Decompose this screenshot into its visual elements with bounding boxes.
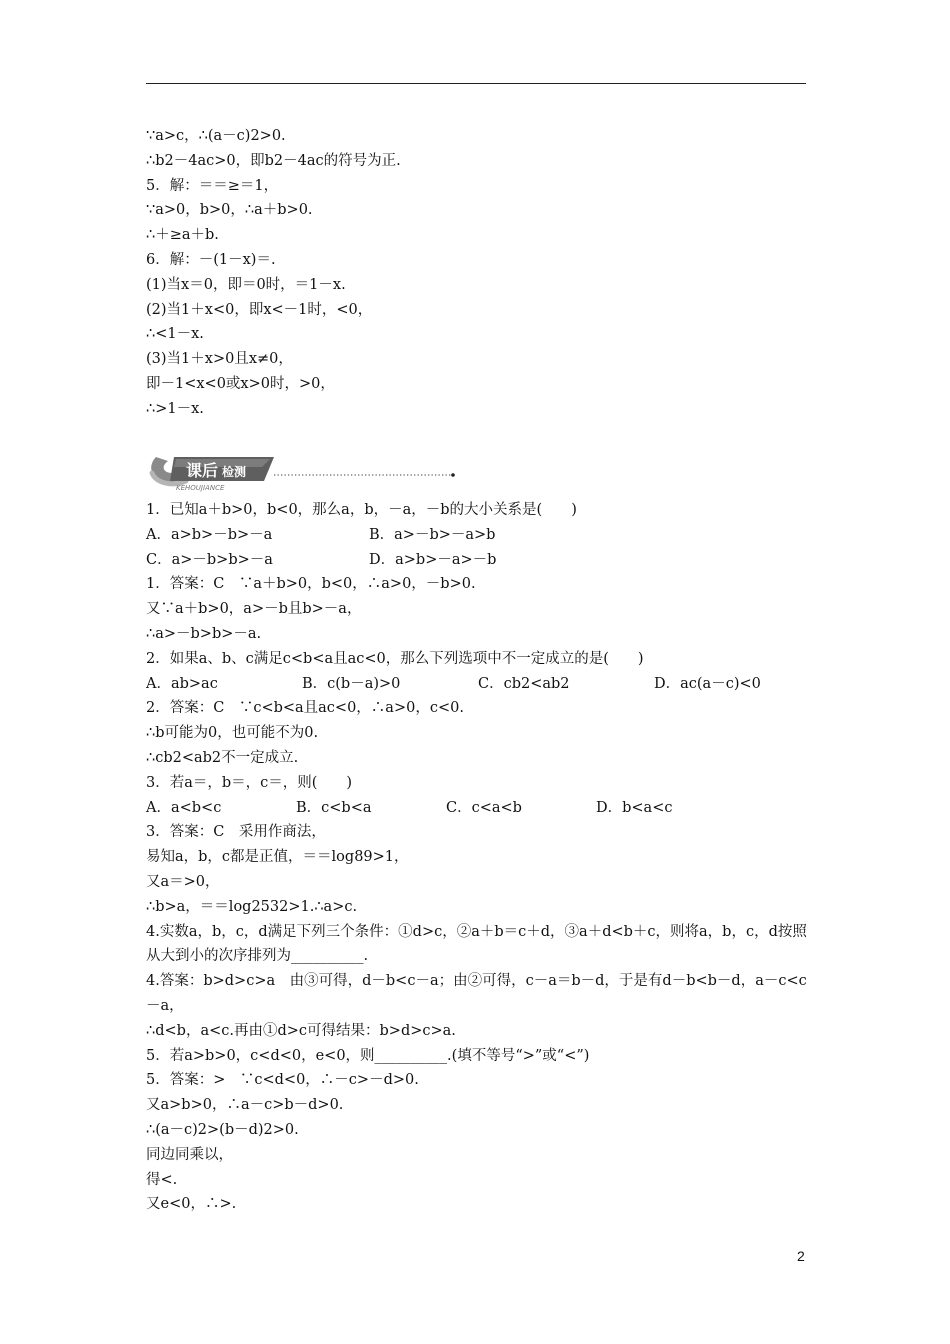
text-line: 6．解：－(1－x)＝. [146, 251, 276, 268]
option-c: C．cb2<ab2 [478, 675, 570, 692]
text-line: ∵a>0，b>0，∴a＋b>0. [146, 202, 313, 219]
question-text: 4.实数a，b，c，d满足下列三个条件：①d>c，②a＋b＝c＋d，③a＋d<b＋c，则将a，b，c，d按照从大到小的次序排列为__________. [146, 923, 807, 965]
text-line: ∴b2－4ac>0，即b2－4ac的符号为正. [146, 152, 401, 169]
option-a: A．ab>ac [146, 675, 218, 692]
answer-line: 1．答案：C ∵a＋b>0，b<0，∴a>0，－b>0. [146, 576, 476, 593]
option-a: A．a<b<c [146, 799, 222, 816]
answer-line: 又e<0，∴>. [146, 1196, 237, 1213]
text-line: ∴>1－x. [146, 400, 204, 417]
page-number: 2 [797, 1248, 805, 1264]
exercise-block [146, 498, 814, 1217]
question-text: 5．若a>b>0，c<d<0，e<0，则__________.(填不等号“>”或“<”) [146, 1047, 590, 1064]
banner-subtitle: KEHOUJIANCE [176, 484, 225, 492]
answer-line: 又∵a＋b>0，a>－b且b>－a， [146, 601, 362, 618]
answer-line: 又a>b>0，∴a－c>b－d>0. [146, 1097, 344, 1114]
option-d: D．b<a<c [596, 799, 673, 816]
banner-graphic [146, 443, 466, 493]
answer-line: 得<. [146, 1171, 178, 1188]
text-line: ∴＋≥a＋b. [146, 227, 219, 244]
option-c: C．c<a<b [446, 799, 522, 816]
text-line: ∵a>c，∴(a－c)2>0. [146, 128, 286, 144]
option-row [146, 672, 814, 697]
answer-line: ∴b可能为0，也可能不为0. [146, 725, 319, 742]
answer-line: ∴d<b，a<c.再由①d>c可得结果：b>d>c>a. [146, 1022, 456, 1039]
answer-line: 4.答案：b>d>c>a 由③可得，d－b<c－a；由②可得，c－a＝b－d，于是有d－b<b－d，a－c<c－a， [146, 973, 807, 1014]
section-banner [146, 443, 466, 493]
answer-line: ∴a>－b>b>－a. [146, 625, 262, 642]
answer-line: 5．答案：> ∵c<d<0，∴－c>－d>0. [146, 1072, 419, 1089]
answer-line: ∴(a－c)2>(b－d)2>0. [146, 1121, 299, 1138]
text-line: 即－1<x<0或x>0时，>0， [146, 375, 335, 392]
answer-line: 2．答案：C ∵c<b<a且ac<0，∴a>0，c<0. [146, 700, 464, 717]
question-text: 3．若a＝，b＝，c＝，则( ) [146, 774, 353, 791]
option-d: D．a>b>－a>－b [369, 551, 497, 568]
option-c: C．a>－b>b>－a [146, 551, 273, 568]
answer-line: 3．答案：C 采用作商法， [146, 824, 326, 841]
answer-line: 易知a，b，c都是正值，＝＝log89>1， [146, 849, 409, 866]
answer-line: ∴cb2<ab2不一定成立. [146, 749, 299, 766]
text-line: ∴<1－x. [146, 326, 204, 343]
text-line: (2)当1＋x<0，即x<－1时，<0， [146, 301, 373, 318]
header-rule [146, 83, 806, 84]
option-row [146, 796, 814, 821]
text-line: (1)当x＝0，即＝0时，＝1－x. [146, 276, 346, 293]
option-row [146, 548, 814, 573]
answer-line: 又a＝>0， [146, 873, 220, 890]
option-b: B．a>－b>－a>b [369, 526, 496, 543]
question-text: 2．如果a、b、c满足c<b<a且ac<0，那么下列选项中不一定成立的是( ) [146, 650, 644, 667]
option-b: B．c<b<a [296, 799, 372, 816]
banner-end-dot [451, 473, 455, 477]
answer-line: 同边同乘以， [146, 1146, 233, 1163]
answer-line: ∴b>a，＝＝log2532>1.∴a>c. [146, 898, 358, 915]
top-solution-block [146, 124, 814, 422]
banner-title-small: 检测 [222, 465, 247, 479]
text-line: (3)当1＋x>0且x≠0， [146, 351, 293, 368]
text-line: 5．解：＝＝≥＝1， [146, 177, 279, 194]
banner-title-main: 课后 [186, 461, 219, 480]
question-text: 1．已知a＋b>0，b<0，那么a，b，－a，－b的大小关系是( ) [146, 502, 577, 518]
option-a: A．a>b>－b>－a [146, 526, 273, 543]
option-row [146, 523, 814, 548]
option-b: B．c(b－a)>0 [302, 675, 401, 692]
option-d: D．ac(a－c)<0 [654, 675, 761, 692]
